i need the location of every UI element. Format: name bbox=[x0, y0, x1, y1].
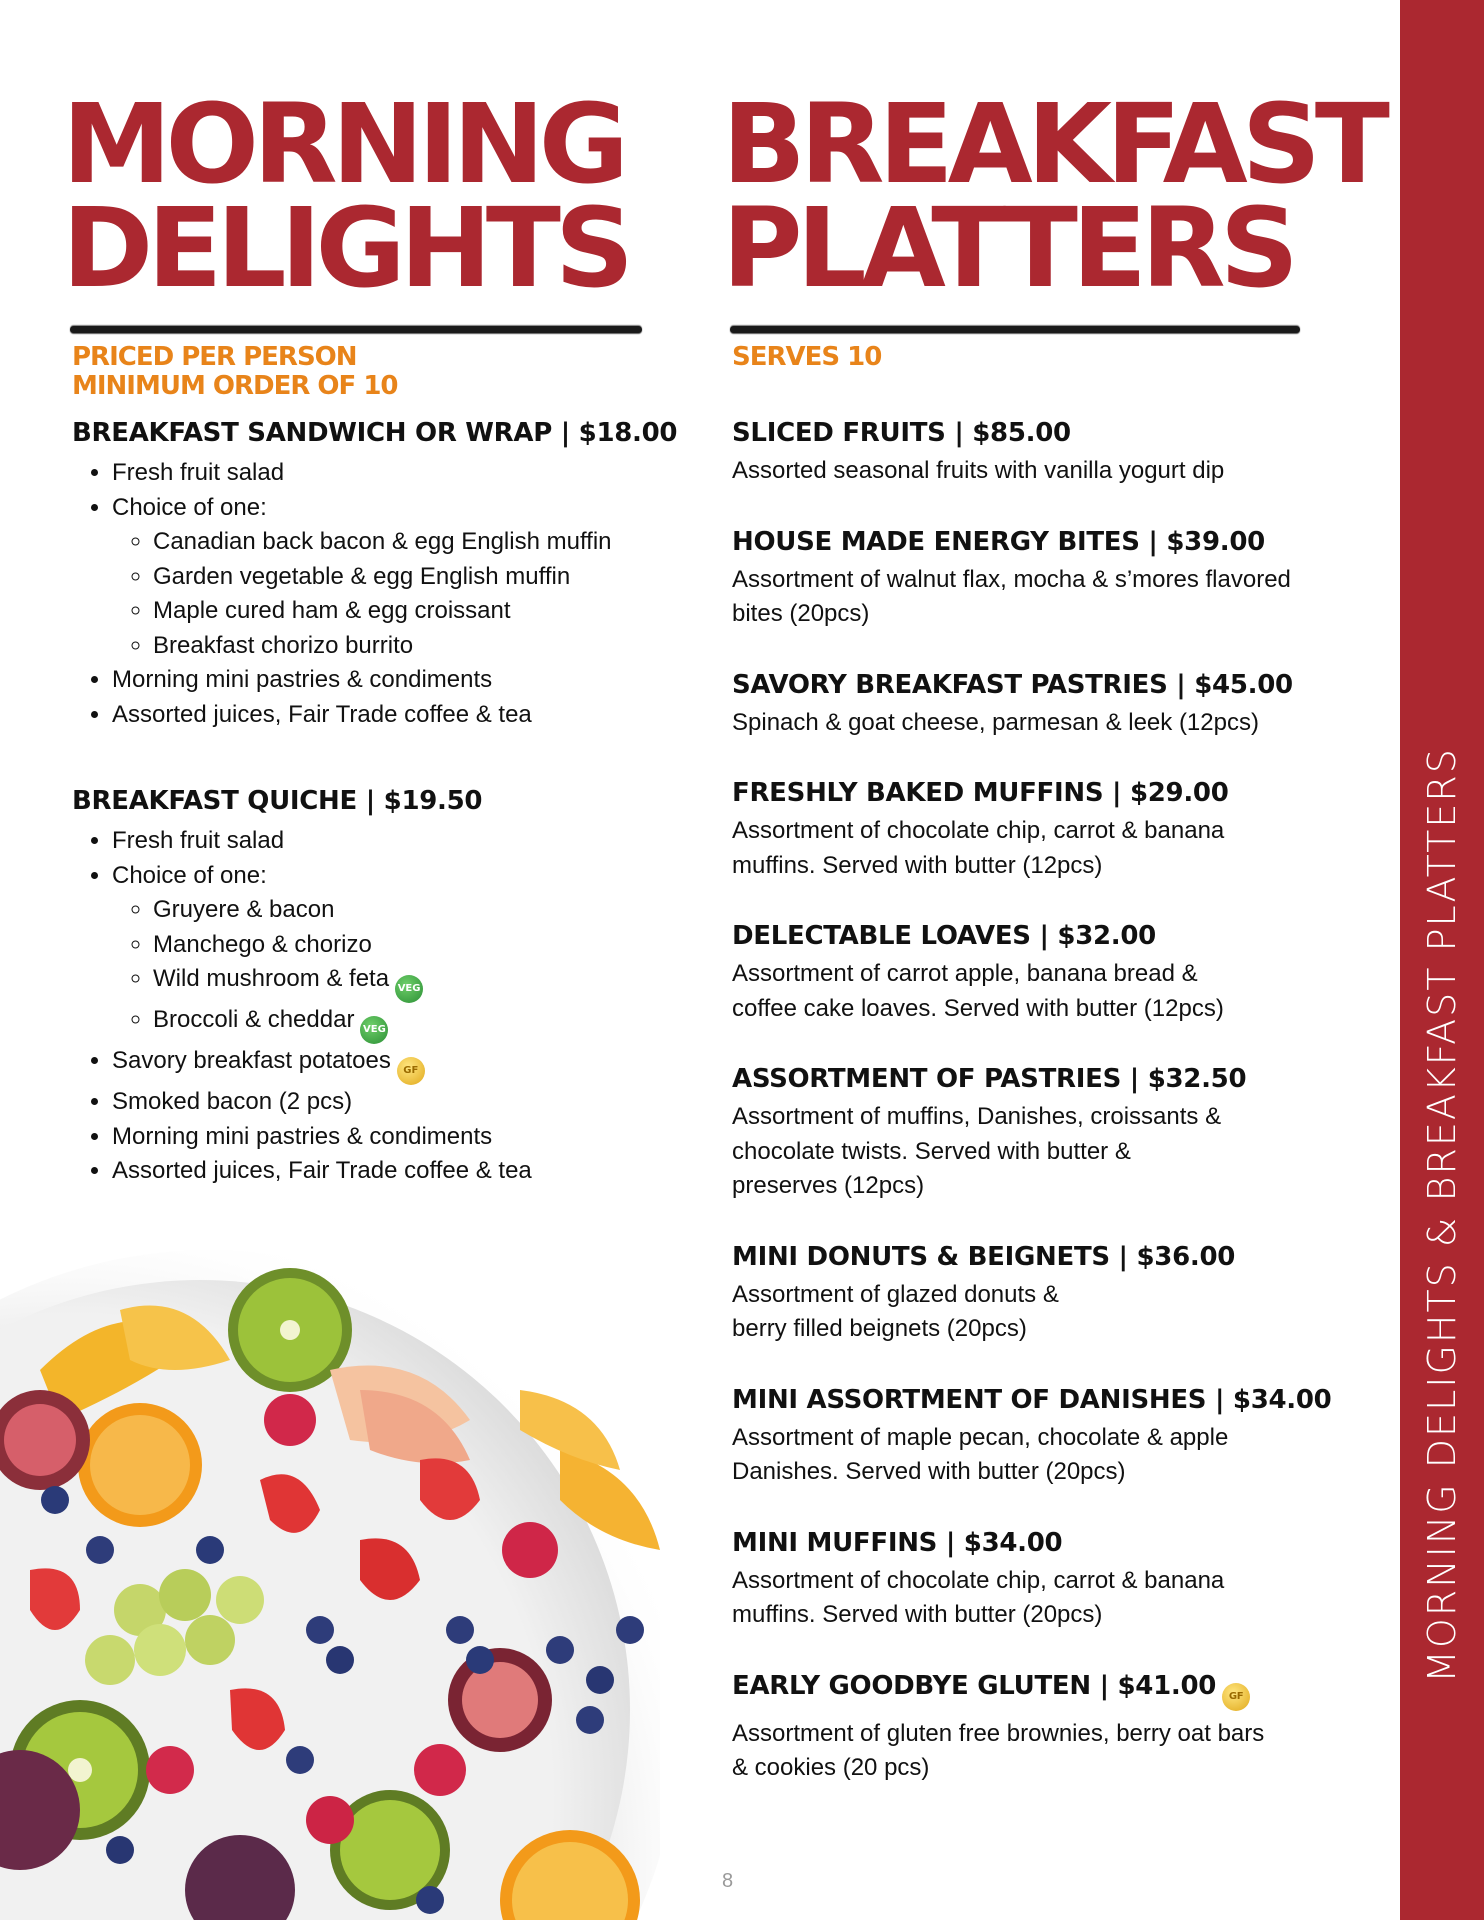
description-line: bites (20pcs) bbox=[732, 600, 870, 627]
menu-item-description bbox=[732, 1564, 1392, 1633]
list-item bbox=[112, 1044, 712, 1085]
list-item bbox=[112, 491, 712, 664]
menu-item-title: DELECTABLE LOAVES | $32.00 bbox=[732, 921, 1156, 951]
title-line: PLATTERS bbox=[722, 184, 1293, 312]
menu-item-title: ASSORTMENT OF PASTRIES | $32.50 bbox=[732, 1064, 1247, 1094]
list-item bbox=[112, 859, 712, 1045]
quiche-section bbox=[72, 786, 712, 1189]
choice-item bbox=[153, 962, 712, 1003]
sidebar bbox=[1400, 0, 1484, 1920]
menu-item-title: SLICED FRUITS | $85.00 bbox=[732, 418, 1071, 448]
list-item: • Fresh fruit salad bbox=[112, 456, 712, 491]
breakfast-platters-menu bbox=[732, 418, 1392, 1824]
description-line: muffins. Served with butter (20pcs) bbox=[732, 1601, 1103, 1628]
menu-item-description bbox=[732, 1717, 1392, 1786]
platter-item bbox=[732, 1528, 1392, 1633]
description-line: preserves (12pcs) bbox=[732, 1172, 925, 1199]
serves-note: SERVES 10 bbox=[732, 342, 882, 372]
description-line: muffins. Served with butter (12pcs) bbox=[732, 851, 1103, 879]
platter-item bbox=[732, 921, 1392, 1026]
gluten-free-badge-icon: GF bbox=[397, 1057, 425, 1085]
platter-item bbox=[732, 1242, 1392, 1347]
menu-item-title-text: EARLY GOODBYE GLUTEN | $41.00 bbox=[732, 1670, 1217, 1701]
description-line: & cookies (20 pcs) bbox=[732, 1754, 930, 1781]
description-line: Assortment of chocolate chip, carrot & banana bbox=[732, 1566, 1225, 1594]
menu-item-title: FRESHLY BAKED MUFFINS | $29.00 bbox=[732, 778, 1229, 808]
menu-item-title: MINI MUFFINS | $34.00 bbox=[732, 1527, 1063, 1558]
choice-item: ◦ Canadian back bacon & egg English muffin bbox=[153, 525, 712, 560]
choice-item: ◦ Maple cured ham & egg croissant bbox=[153, 594, 712, 629]
description-line: Assortment of chocolate chip, carrot & banana bbox=[732, 817, 1225, 844]
choice-item: ◦ Breakfast chorizo burrito bbox=[153, 629, 712, 664]
menu-item-title: SAVORY BREAKFAST PASTRIES | $45.00 bbox=[732, 669, 1293, 700]
choice-item: ◦ Garden vegetable & egg English muffin bbox=[153, 560, 712, 595]
platter-item bbox=[732, 527, 1392, 632]
morning-delights-title bbox=[62, 80, 629, 312]
title-line: DELIGHTS bbox=[62, 184, 629, 312]
pricing-line: MINIMUM ORDER OF 10 bbox=[72, 371, 398, 401]
list-item-label: Choice of one: bbox=[112, 493, 267, 521]
title-line: BREAKFAST bbox=[722, 80, 1384, 208]
menu-item-title: BREAKFAST SANDWICH OR WRAP | $18.00 bbox=[72, 418, 678, 448]
description-line: coffee cake loaves. Served with butter (12pcs) bbox=[732, 994, 1224, 1022]
description-line: Assortment of maple pecan, chocolate & apple bbox=[732, 1423, 1229, 1451]
platter-item bbox=[732, 670, 1392, 741]
list-item-label: Savory breakfast potatoes bbox=[112, 1047, 391, 1074]
morning-delights-menu bbox=[72, 418, 712, 1189]
platter-item bbox=[732, 418, 1392, 489]
menu-item-title: MINI DONUTS & BEIGNETS | $36.00 bbox=[732, 1241, 1236, 1272]
menu-item-description bbox=[732, 814, 1392, 883]
pricing-line: PRICED PER PERSON bbox=[72, 342, 357, 372]
description-line: Assortment of glazed donuts & bbox=[732, 1280, 1059, 1308]
sandwich-section bbox=[72, 418, 712, 732]
choice-item: ◦ Gruyere & bacon bbox=[153, 893, 712, 928]
fruit-platter-image bbox=[0, 1250, 660, 1920]
list-item: • Fresh fruit salad bbox=[112, 824, 712, 859]
list-item: • Assorted juices, Fair Trade coffee & tea bbox=[112, 1154, 712, 1189]
menu-item-description bbox=[732, 1421, 1392, 1490]
platter-item bbox=[732, 1064, 1392, 1204]
menu-item-description bbox=[732, 454, 1392, 489]
list-item: • Smoked bacon (2 pcs) bbox=[112, 1085, 712, 1120]
description-line: Assorted seasonal fruits with vanilla yogurt dip bbox=[732, 457, 1225, 484]
brush-divider bbox=[70, 326, 642, 333]
menu-item-description bbox=[732, 706, 1392, 741]
brush-divider bbox=[730, 326, 1300, 333]
item-list bbox=[72, 456, 712, 732]
breakfast-platters-title bbox=[722, 80, 1384, 312]
list-item: • Assorted juices, Fair Trade coffee & tea bbox=[112, 698, 712, 733]
description-line: Assortment of gluten free brownies, berry oat bars bbox=[732, 1719, 1265, 1747]
choice-list bbox=[112, 525, 712, 663]
pricing-note bbox=[72, 343, 398, 401]
choice-label: Wild mushroom & feta bbox=[153, 965, 390, 992]
platter-item bbox=[732, 1385, 1392, 1490]
platter-item bbox=[732, 1671, 1392, 1786]
menu-item-description bbox=[732, 1278, 1392, 1347]
menu-item-title bbox=[732, 1671, 1392, 1711]
menu-item-title: BREAKFAST QUICHE | $19.50 bbox=[72, 786, 483, 816]
title-line: MORNING bbox=[62, 80, 624, 208]
platter-item bbox=[732, 778, 1392, 883]
list-item-label: Choice of one: bbox=[112, 861, 267, 889]
menu-item-title: HOUSE MADE ENERGY BITES | $39.00 bbox=[732, 526, 1265, 557]
menu-item-title: MINI ASSORTMENT OF DANISHES | $34.00 bbox=[732, 1384, 1332, 1415]
choice-label: Broccoli & cheddar bbox=[153, 1006, 355, 1033]
sidebar-title: MORNING DELIGHTS & BREAKFAST PLATTERS bbox=[1420, 747, 1464, 1683]
page-number: 8 bbox=[722, 1870, 734, 1892]
menu-item-description bbox=[732, 957, 1392, 1026]
item-list bbox=[72, 824, 712, 1189]
list-item: • Morning mini pastries & condiments bbox=[112, 1120, 712, 1155]
choice-item: ◦ Manchego & chorizo bbox=[153, 928, 712, 963]
description-line: Spinach & goat cheese, parmesan & leek (12pcs) bbox=[732, 708, 1259, 736]
menu-item-description bbox=[732, 563, 1392, 632]
menu-item-description bbox=[732, 1100, 1392, 1204]
choice-item bbox=[153, 1003, 712, 1044]
list-item: • Morning mini pastries & condiments bbox=[112, 663, 712, 698]
description-line: Assortment of carrot apple, banana bread & bbox=[732, 960, 1198, 987]
description-line: chocolate twists. Served with butter & bbox=[732, 1137, 1131, 1165]
vegetarian-badge-icon: VEG bbox=[395, 975, 423, 1003]
description-line: Assortment of walnut flax, mocha & s’mores flavored bbox=[732, 565, 1291, 593]
vegetarian-badge-icon: VEG bbox=[360, 1016, 388, 1044]
gluten-free-badge-icon: GF bbox=[1222, 1683, 1250, 1711]
choice-list bbox=[112, 893, 712, 1044]
description-line: Danishes. Served with butter (20pcs) bbox=[732, 1458, 1126, 1485]
description-line: berry filled beignets (20pcs) bbox=[732, 1315, 1027, 1342]
description-line: Assortment of muffins, Danishes, croissants & bbox=[732, 1103, 1222, 1130]
